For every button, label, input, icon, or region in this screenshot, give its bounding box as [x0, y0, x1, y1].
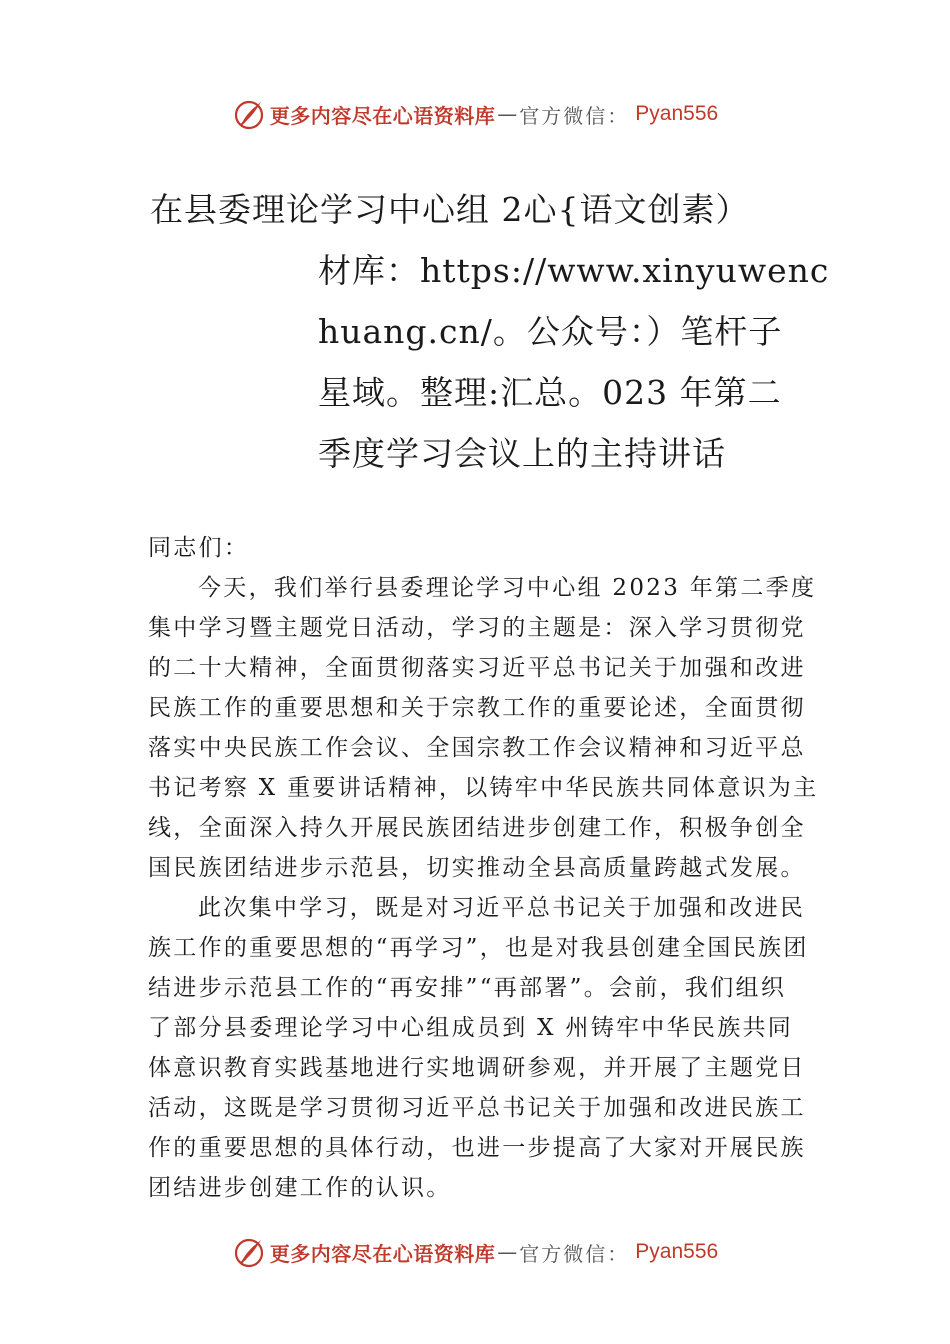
title-line: huang.cn/。公众号：）笔杆子: [318, 312, 783, 351]
quill-logo-icon: [232, 97, 266, 131]
paragraph-line: 线，全面深入持久开展民族团结进步创建工作，积极争创全: [148, 815, 806, 841]
banner-dash: —: [497, 102, 518, 126]
paragraph-line: 体意识教育实践基地进行实地调研参观，并开展了主题党日: [148, 1055, 806, 1081]
paragraph: [148, 568, 820, 888]
paragraph: [148, 888, 820, 1208]
paragraph-line: 集中学习暨主题党日活动，学习的主题是：深入学习贯彻党: [148, 615, 806, 641]
title-line: 材库：https://www.xinyuwenc: [318, 251, 830, 290]
banner-dash: —: [497, 1240, 518, 1264]
paragraph-line: 活动，这既是学习贯彻习近平总书记关于加强和改进民族工: [148, 1095, 806, 1121]
paragraph-line: 民族工作的重要思想和关于宗教工作的重要论述，全面贯彻: [148, 695, 806, 721]
paragraph-line: 今天，我们举行县委理论学习中心组 2023 年第二季度: [198, 575, 817, 601]
paragraph-line: 的二十大精神，全面贯彻落实习近平总书记关于加强和改进: [148, 655, 806, 681]
title-line: 在县委理论学习中心组 2心{语文创素）: [150, 190, 750, 229]
banner-wechat-id: Pyan556: [635, 1240, 719, 1263]
paragraph-line: 结进步示范县工作的“再安排”“再部署”。会前，我们组织: [148, 975, 787, 1001]
banner-brand: 更多内容尽在心语资料库: [269, 1241, 496, 1266]
paragraph-line: 此次集中学习，既是对习近平总书记关于加强和改进民: [198, 895, 806, 921]
paragraph-line: 团结进步创建工作的认识。: [148, 1175, 452, 1201]
paragraph-line: 国民族团结进步示范县，切实推动全县高质量跨越式发展。: [148, 855, 806, 881]
paragraph-line: 作的重要思想的具体行动，也进一步提高了大家对开展民族: [148, 1135, 806, 1161]
banner-wechat-label: 官方微信：: [519, 1241, 630, 1266]
header-banner: [0, 92, 950, 136]
banner-brand: 更多内容尽在心语资料库: [269, 103, 496, 128]
footer-banner: [0, 1230, 950, 1274]
document-body: [148, 528, 820, 1208]
banner-wechat-id: Pyan556: [635, 102, 719, 125]
quill-logo-icon: [232, 1235, 266, 1269]
paragraph-line: 了部分县委理论学习中心组成员到 X 州铸牢中华民族共同: [148, 1015, 794, 1041]
title-line: 季度学习会议上的主持讲话: [318, 434, 726, 473]
paragraph-line: 书记考察 X 重要讲话精神，以铸牢中华民族共同体意识为主: [148, 775, 819, 801]
banner-wechat-label: 官方微信：: [519, 103, 630, 128]
greeting: 同志们：: [148, 535, 250, 561]
title-line: 星域。整理:汇总。023 年第二: [318, 373, 782, 412]
paragraph-line: 落实中央民族工作会议、全国宗教工作会议精神和习近平总: [148, 735, 806, 761]
paragraph-line: 族工作的重要思想的“再学习”，也是对我县创建全国民族团: [148, 935, 809, 961]
